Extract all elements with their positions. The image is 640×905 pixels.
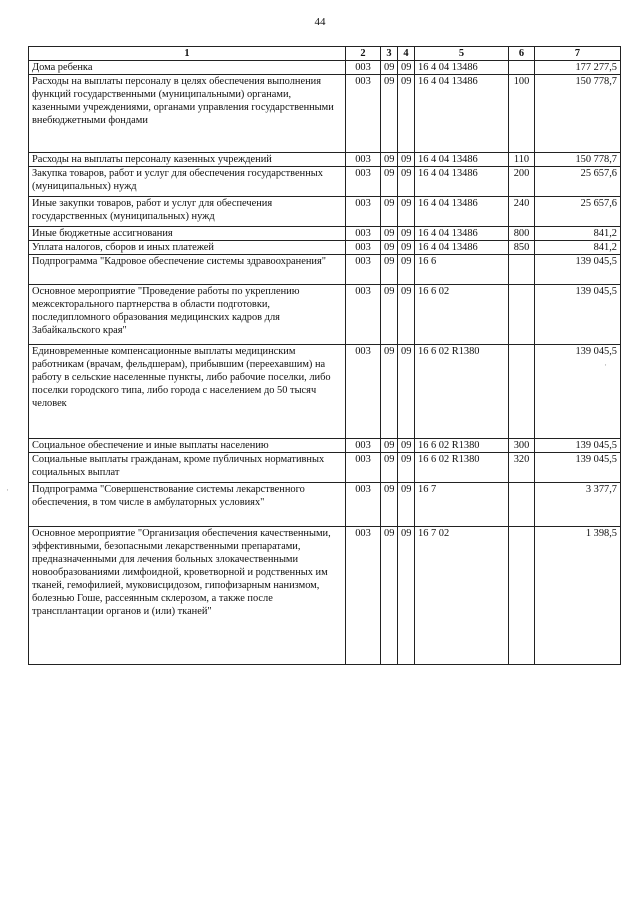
row-code-4: 09 <box>398 453 415 483</box>
row-code-6: 850 <box>509 241 535 255</box>
row-code-2: 003 <box>346 453 381 483</box>
row-code-5: 16 6 02 R1380 <box>415 453 509 483</box>
row-code-3: 09 <box>381 439 398 453</box>
row-code-5: 16 4 04 13486 <box>415 227 509 241</box>
row-code-6 <box>509 527 535 665</box>
row-code-6 <box>509 255 535 285</box>
row-code-4: 09 <box>398 197 415 227</box>
row-code-2: 003 <box>346 255 381 285</box>
row-code-5: 16 6 02 R1380 <box>415 439 509 453</box>
row-code-4: 09 <box>398 527 415 665</box>
column-header: 4 <box>398 47 415 61</box>
row-code-2: 003 <box>346 241 381 255</box>
row-code-6: 800 <box>509 227 535 241</box>
row-code-5: 16 4 04 13486 <box>415 153 509 167</box>
row-name: Иные закупки товаров, работ и услуг для обеспечения государственных (муниципальных) нужд <box>29 197 346 227</box>
row-code-5: 16 7 02 <box>415 527 509 665</box>
column-header: 5 <box>415 47 509 61</box>
row-code-6: 320 <box>509 453 535 483</box>
row-amount: 139 045,5 <box>535 453 621 483</box>
row-code-3: 09 <box>381 153 398 167</box>
row-name: Уплата налогов, сборов и иных платежей <box>29 241 346 255</box>
row-amount: 25 657,6 <box>535 167 621 197</box>
row-code-5: 16 6 02 <box>415 285 509 345</box>
column-header: 2 <box>346 47 381 61</box>
row-code-3: 09 <box>381 255 398 285</box>
column-header: 3 <box>381 47 398 61</box>
row-code-4: 09 <box>398 285 415 345</box>
row-code-6: 300 <box>509 439 535 453</box>
row-code-4: 09 <box>398 153 415 167</box>
row-name: Расходы на выплаты персоналу казенных учреждений <box>29 153 346 167</box>
table-row <box>29 241 621 255</box>
table-row <box>29 345 621 439</box>
row-amount: 1 398,5 <box>535 527 621 665</box>
row-code-5: 16 4 04 13486 <box>415 241 509 255</box>
row-code-3: 09 <box>381 227 398 241</box>
row-code-6: 110 <box>509 153 535 167</box>
row-amount: 3 377,7 <box>535 483 621 527</box>
row-code-2: 003 <box>346 153 381 167</box>
row-code-4: 09 <box>398 61 415 75</box>
row-code-3: 09 <box>381 527 398 665</box>
row-name: Социальное обеспечение и иные выплаты населению <box>29 439 346 453</box>
table-row <box>29 439 621 453</box>
row-code-5: 16 4 04 13486 <box>415 61 509 75</box>
row-code-3: 09 <box>381 167 398 197</box>
row-name: Дома ребенка <box>29 61 346 75</box>
row-code-3: 09 <box>381 61 398 75</box>
row-name: Закупка товаров, работ и услуг для обеспечения государственных (муниципальных) нужд <box>29 167 346 197</box>
row-code-3: 09 <box>381 453 398 483</box>
table-row <box>29 75 621 153</box>
table-row <box>29 453 621 483</box>
row-code-5: 16 6 <box>415 255 509 285</box>
table-row <box>29 255 621 285</box>
row-name: Подпрограмма "Кадровое обеспечение системы здравоохранения" <box>29 255 346 285</box>
row-code-4: 09 <box>398 241 415 255</box>
row-code-6 <box>509 483 535 527</box>
row-code-2: 003 <box>346 483 381 527</box>
row-code-5: 16 4 04 13486 <box>415 167 509 197</box>
row-code-2: 003 <box>346 75 381 153</box>
row-name: Расходы на выплаты персоналу в целях обеспечения выполнения функций государственными (муниципальными) органами, казенными учреждениями, органами управления государственными внебюджетными фондами <box>29 75 346 153</box>
row-amount: 139 045,5 <box>535 285 621 345</box>
table-row <box>29 285 621 345</box>
row-code-3: 09 <box>381 345 398 439</box>
row-code-2: 003 <box>346 345 381 439</box>
row-code-4: 09 <box>398 439 415 453</box>
row-name: Единовременные компенсационные выплаты медицинским работникам (врачам, фельдшерам), прибывшим (переехавшим) на работу в сельские населенные пункты, либо рабочие поселки, либо поселки городского типа, либо города с населением до 50 тысяч человек <box>29 345 346 439</box>
row-code-5: 16 4 04 13486 <box>415 197 509 227</box>
row-code-2: 003 <box>346 439 381 453</box>
row-code-2: 003 <box>346 285 381 345</box>
row-amount: 139 045,5 <box>535 439 621 453</box>
table-row <box>29 227 621 241</box>
page-number: 44 <box>314 16 326 28</box>
column-header: 1 <box>29 47 346 61</box>
column-header: 6 <box>509 47 535 61</box>
row-name: Социальные выплаты гражданам, кроме публичных нормативных социальных выплат <box>29 453 346 483</box>
row-amount: 139 045,5 <box>535 255 621 285</box>
row-name: Подпрограмма "Совершенствование системы лекарственного обеспечения, в том числе в амбулаторных условиях" <box>29 483 346 527</box>
row-code-6: 240 <box>509 197 535 227</box>
margin-mark: · <box>604 360 607 370</box>
row-amount: 177 277,5 <box>535 61 621 75</box>
row-code-3: 09 <box>381 285 398 345</box>
row-code-5: 16 7 <box>415 483 509 527</box>
row-code-3: 09 <box>381 483 398 527</box>
row-code-2: 003 <box>346 527 381 665</box>
row-name: Основное мероприятие "Организация обеспечения качественными, эффективными, безопасными лекарственными препаратами, предназначенными для лечения больных злокачественными новообразованиями лимфоидной, кроветворной и родственных им тканей, гемофилией, муковисцидозом, гипофизарным нанизмом, болезнью Гоше, рассеянным склерозом, а также после трансплантации органов и (или) тканей" <box>29 527 346 665</box>
row-code-2: 003 <box>346 61 381 75</box>
row-amount: 150 778,7 <box>535 153 621 167</box>
row-code-4: 09 <box>398 227 415 241</box>
row-code-4: 09 <box>398 483 415 527</box>
margin-mark: · <box>6 485 9 495</box>
table-row <box>29 527 621 665</box>
row-code-3: 09 <box>381 197 398 227</box>
row-code-3: 09 <box>381 241 398 255</box>
row-amount: 139 045,5 <box>535 345 621 439</box>
row-code-4: 09 <box>398 345 415 439</box>
row-name: Иные бюджетные ассигнования <box>29 227 346 241</box>
row-amount: 25 657,6 <box>535 197 621 227</box>
row-code-4: 09 <box>398 167 415 197</box>
row-amount: 841,2 <box>535 241 621 255</box>
row-code-2: 003 <box>346 197 381 227</box>
budget-table <box>28 46 621 665</box>
row-code-5: 16 4 04 13486 <box>415 75 509 153</box>
table-row <box>29 197 621 227</box>
row-code-6 <box>509 285 535 345</box>
row-code-6: 200 <box>509 167 535 197</box>
row-code-6: 100 <box>509 75 535 153</box>
row-code-6 <box>509 61 535 75</box>
header-row <box>29 47 621 61</box>
table-row <box>29 483 621 527</box>
row-code-5: 16 6 02 R1380 <box>415 345 509 439</box>
row-amount: 841,2 <box>535 227 621 241</box>
row-code-2: 003 <box>346 167 381 197</box>
row-code-3: 09 <box>381 75 398 153</box>
row-code-6 <box>509 345 535 439</box>
row-amount: 150 778,7 <box>535 75 621 153</box>
row-code-4: 09 <box>398 75 415 153</box>
column-header: 7 <box>535 47 621 61</box>
table-row <box>29 153 621 167</box>
row-code-2: 003 <box>346 227 381 241</box>
row-code-4: 09 <box>398 255 415 285</box>
row-name: Основное мероприятие "Проведение работы по укреплению межсекторального партнерства в области подготовки, последипломного образования медицинских кадров для Забайкальского края" <box>29 285 346 345</box>
table-row <box>29 61 621 75</box>
table-row <box>29 167 621 197</box>
